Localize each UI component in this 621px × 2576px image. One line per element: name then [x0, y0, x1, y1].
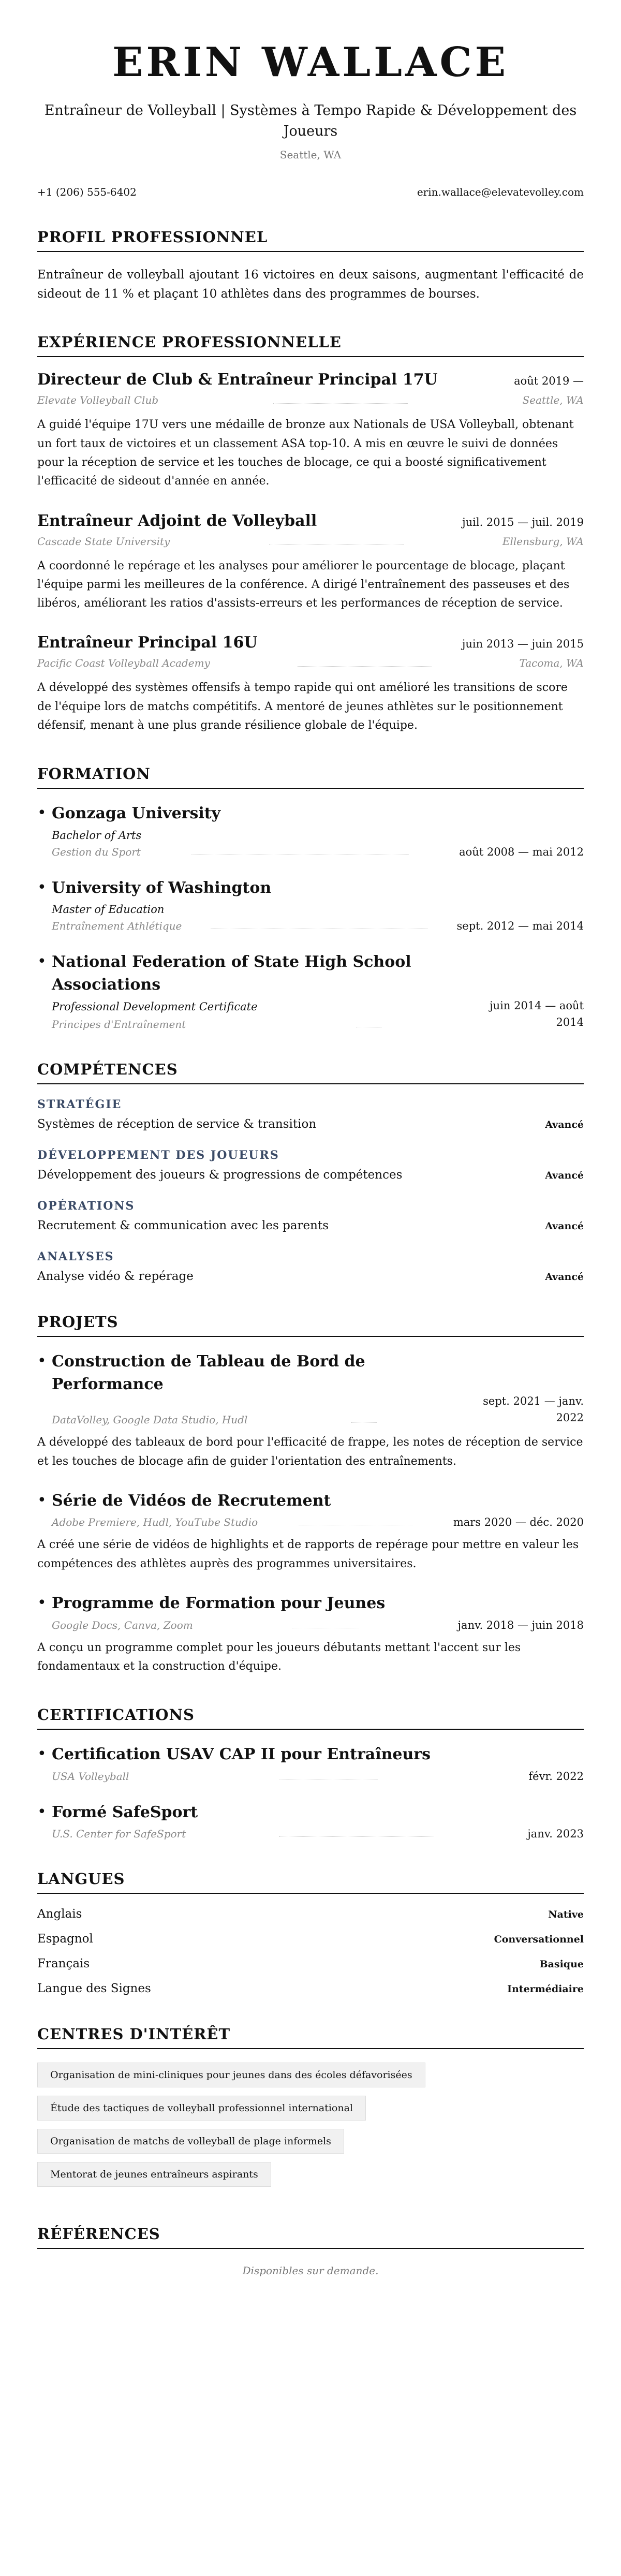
job-description: A guidé l'équipe 17U vers une médaille de bronze aux Nationals de USA Volleyball, obtenant un fort taux de victoires et un classement ASA top-10. A mis en œuvre le suivi de données pour la réception de service et les touches de blocage, ce qui a boosté significativement l'efficacité de sideout d'année en année.	[37, 418, 574, 488]
phone-number: +1 (206) 555-6402	[37, 185, 137, 198]
job-title: Entraîneur Adjoint de Volleyball	[37, 511, 317, 530]
certification-title: • Certification USAV CAP II pour Entraîneurs	[52, 1745, 431, 1764]
skill-group	[37, 1250, 584, 1283]
profile-section	[37, 228, 584, 304]
experience-section	[37, 333, 584, 735]
skill-group	[37, 1098, 584, 1131]
certification-title: • Formé SafeSport	[52, 1803, 198, 1821]
skill-group	[37, 1199, 584, 1232]
language-name: Anglais	[37, 1907, 82, 1921]
section-title: PROJETS	[37, 1313, 584, 1337]
skill-level: Avancé	[545, 1119, 584, 1131]
school-name: • Gonzaga University	[52, 804, 221, 823]
project-description: A conçu un programme complet pour les joueurs débutants mettant l'accent sur les fondamentaux et la construction d'équipe.	[37, 1641, 521, 1673]
education-entry	[37, 802, 584, 858]
language-level: Intermédiaire	[507, 1983, 584, 1995]
section-title: COMPÉTENCES	[37, 1061, 584, 1084]
dotted-divider	[298, 666, 432, 667]
school-name: • University of Washington	[52, 878, 272, 897]
interest-tag: Organisation de mini-cliniques pour jeunes dans des écoles défavorisées	[37, 2063, 425, 2087]
interest-tag: Étude des tactiques de volleyball professionnel international	[37, 2096, 366, 2121]
job-title: Directeur de Club & Entraîneur Principal 17U	[37, 371, 438, 389]
email-address[interactable]: erin.wallace@elevatevolley.com	[417, 185, 584, 198]
job-organization: Pacific Coast Volleyball Academy	[37, 657, 210, 670]
job-location: Tacoma, WA	[519, 657, 584, 670]
skill-name: Développement des joueurs & progressions de compétences	[37, 1168, 403, 1182]
degree: Master of Education	[52, 903, 165, 916]
language-level: Basique	[539, 1959, 584, 1970]
degree: Professional Development Certificate	[52, 1000, 258, 1013]
certification-issuer: U.S. Center for SafeSport	[52, 1828, 186, 1841]
project-tools: Adobe Premiere, Hudl, YouTube Studio	[52, 1516, 258, 1529]
section-title: LANGUES	[37, 1870, 584, 1894]
skill-name: Systèmes de réception de service & transition	[37, 1117, 317, 1131]
project-dates: janv. 2018 — juin 2018	[457, 1618, 584, 1631]
project-entry	[37, 1592, 584, 1676]
section-title: FORMATION	[37, 765, 584, 789]
education-dates: sept. 2012 — mai 2014	[456, 920, 584, 933]
section-title: PROFIL PROFESSIONNEL	[37, 228, 584, 252]
project-description: A développé des tableaux de bord pour l'efficacité de frappe, les notes de réception de service et les touches de blocage afin de guider l'orientation des entraînements.	[37, 1436, 583, 1468]
skill-level: Avancé	[545, 1220, 584, 1232]
references-text: Disponibles sur demande.	[242, 2264, 379, 2277]
section-title: CENTRES D'INTÉRÊT	[37, 2025, 584, 2049]
certification-date: janv. 2023	[527, 1828, 584, 1841]
skill-category: ANALYSES	[37, 1250, 114, 1264]
job-title: Entraîneur Principal 16U	[37, 634, 258, 652]
project-description: A créé une série de vidéos de highlights et de rapports de repérage pour mettre en valeur les compétences des athlètes auprès des programmes universitaires.	[37, 1538, 579, 1570]
job-entry	[37, 512, 584, 613]
job-description: A développé des systèmes offensifs à tempo rapide qui ont amélioré les transitions de score de l'équipe lors de matchs compétitifs. A mentoré de jeunes athlètes sur le positionnement défensif, menant à une plus grande résilience globale de l'équipe.	[37, 681, 568, 732]
skill-name: Analyse vidéo & repérage	[37, 1270, 194, 1284]
job-organization: Cascade State University	[37, 535, 170, 548]
project-title: • Construction de Tableau de Bord de Performance	[52, 1352, 365, 1393]
dotted-divider	[273, 403, 408, 404]
education-dates: juin 2014 — août 2014	[490, 999, 584, 1028]
candidate-location: Seattle, WA	[279, 148, 342, 161]
resume-header	[37, 40, 584, 198]
certifications-section	[37, 1706, 584, 1840]
education-section	[37, 765, 584, 1031]
degree: Bachelor of Arts	[52, 829, 142, 842]
field-of-study: Principes d'Entraînement	[52, 1018, 186, 1031]
languages-section	[37, 1870, 584, 1995]
language-name: Langue des Signes	[37, 1982, 151, 1996]
project-dates: mars 2020 — déc. 2020	[453, 1516, 584, 1529]
skills-section	[37, 1061, 584, 1283]
certification-entry	[37, 1743, 584, 1783]
language-level: Native	[548, 1909, 584, 1921]
project-title: • Programme de Formation pour Jeunes	[52, 1594, 386, 1613]
certification-entry	[37, 1801, 584, 1841]
project-tools: Google Docs, Canva, Zoom	[52, 1618, 193, 1631]
section-title: EXPÉRIENCE PROFESSIONNELLE	[37, 333, 584, 357]
education-entry	[37, 951, 584, 1031]
contact-row	[37, 186, 584, 198]
project-dates: sept. 2021 — janv. 2022	[483, 1395, 584, 1424]
skill-group	[37, 1149, 584, 1182]
skill-level: Avancé	[545, 1170, 584, 1182]
interest-tag: Organisation de matchs de volleyball de plage informels	[37, 2129, 344, 2154]
skill-category: DÉVELOPPEMENT DES JOUEURS	[37, 1149, 279, 1162]
section-title: RÉFÉRENCES	[37, 2225, 584, 2249]
field-of-study: Gestion du Sport	[52, 845, 141, 858]
skill-name: Recrutement & communication avec les parents	[37, 1219, 329, 1233]
candidate-name: ERIN WALLACE	[112, 39, 509, 86]
language-level: Conversationnel	[494, 1934, 584, 1946]
job-location: Seattle, WA	[522, 394, 584, 407]
language-row	[37, 1982, 584, 1995]
job-dates: juil. 2015 — juil. 2019	[462, 516, 584, 528]
interest-tag: Mentorat de jeunes entraîneurs aspirants	[37, 2162, 271, 2187]
interest-tags	[37, 2063, 584, 2195]
certification-issuer: USA Volleyball	[52, 1770, 129, 1783]
project-entry	[37, 1350, 584, 1471]
project-tools: DataVolley, Google Data Studio, Hudl	[52, 1414, 248, 1426]
job-location: Ellensburg, WA	[502, 535, 584, 548]
skill-category: OPÉRATIONS	[37, 1199, 135, 1213]
job-description: A coordonné le repérage et les analyses pour améliorer le pourcentage de blocage, plaçant l'équipe parmi les meilleures de la conférence. A dirigé l'entraînement des passeuses et des libéros, améliorant les ratios d'assists-erreurs et les performances de réception de service.	[37, 559, 570, 610]
language-row	[37, 1907, 584, 1921]
language-row	[37, 1932, 584, 1946]
project-entry	[37, 1490, 584, 1573]
school-name: • National Federation of State High School Associations	[52, 953, 411, 994]
skill-category: STRATÉGIE	[37, 1098, 122, 1112]
dotted-divider	[279, 1836, 434, 1837]
project-title: • Série de Vidéos de Recrutement	[52, 1491, 331, 1510]
certification-date: févr. 2022	[528, 1770, 584, 1783]
section-title: CERTIFICATIONS	[37, 1706, 584, 1730]
field-of-study: Entraînement Athlétique	[52, 920, 182, 933]
job-dates: août 2019 —	[514, 375, 584, 388]
job-dates: juin 2013 — juin 2015	[462, 638, 584, 651]
interests-section	[37, 2025, 584, 2195]
language-name: Français	[37, 1957, 90, 1971]
dotted-divider	[351, 1422, 377, 1423]
job-entry	[37, 634, 584, 735]
job-entry	[37, 371, 584, 491]
references-section	[37, 2225, 584, 2277]
job-organization: Elevate Volleyball Club	[37, 394, 159, 407]
profile-summary: Entraîneur de volleyball ajoutant 16 victoires en deux saisons, augmentant l'efficacité de sideout de 11 % et plaçant 10 athlètes dans des programmes de bourses.	[37, 268, 584, 301]
skill-level: Avancé	[545, 1271, 584, 1283]
education-entry	[37, 877, 584, 933]
language-name: Espagnol	[37, 1932, 93, 1946]
candidate-headline: Entraîneur de Volleyball | Systèmes à Tempo Rapide & Développement des Joueurs	[44, 102, 577, 140]
language-row	[37, 1957, 584, 1970]
projects-section	[37, 1313, 584, 1676]
education-dates: août 2008 — mai 2012	[459, 845, 584, 858]
